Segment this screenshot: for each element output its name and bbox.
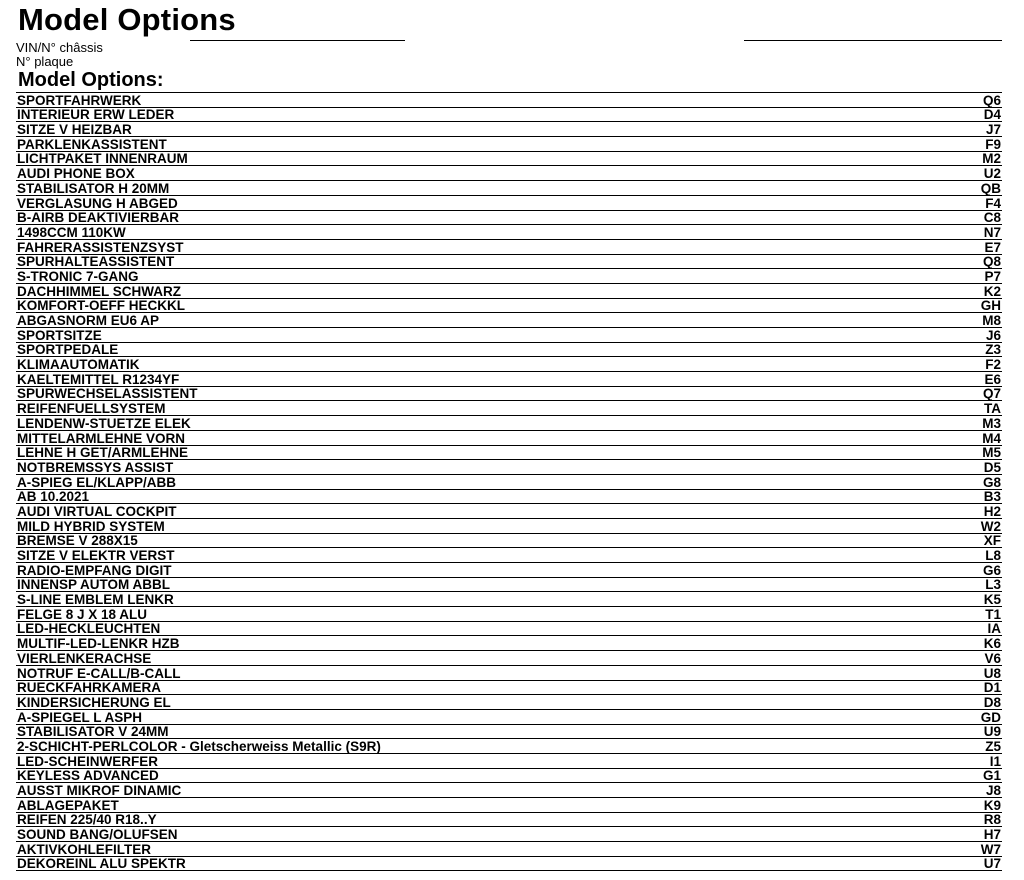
option-row [16,431,1002,446]
option-row [16,622,1002,637]
option-code: C8 [983,210,1001,226]
option-row [16,857,1002,872]
option-row [16,739,1002,754]
option-row [16,813,1002,828]
option-label: VIERLENKERACHSE [17,650,152,666]
option-row [16,255,1002,270]
option-label: SPURHALTEASSISTENT [17,254,175,270]
option-row [16,710,1002,725]
option-row [16,357,1002,372]
option-label: REIFENFUELLSYSTEM [17,401,166,417]
option-label: INNENSP AUTOM ABBL [17,577,171,593]
option-label: LED-HECKLEUCHTEN [17,621,161,637]
option-label: SOUND BANG/OLUFSEN [17,827,178,843]
option-row [16,592,1002,607]
option-code: F4 [985,195,1001,211]
option-row [16,284,1002,299]
option-label: VERGLASUNG H ABGED [17,195,178,211]
option-code: U9 [983,724,1001,740]
option-code: Z3 [985,342,1001,358]
option-code: J8 [985,783,1001,798]
option-label: S-TRONIC 7-GANG [17,268,139,284]
option-code: D4 [983,107,1001,123]
option-row [16,504,1002,519]
option-row [16,490,1002,505]
option-code: F2 [985,357,1001,373]
option-label: DEKOREINL ALU SPEKTR [17,856,186,872]
option-label: LEHNE H GET/ARMLEHNE [17,445,189,461]
option-code: M4 [982,430,1001,446]
option-code: I1 [989,753,1001,769]
option-label: DACHHIMMEL SCHWARZ [17,283,181,299]
option-label: KINDERSICHERUNG EL [17,694,171,710]
header-rule-right [744,40,1002,41]
option-row [16,460,1002,475]
option-label: A-SPIEGEL L ASPH [17,709,143,725]
option-row [16,725,1002,740]
option-label: SPURWECHSELASSISTENT [17,386,198,402]
option-label: 1498CCM 110KW [17,224,126,240]
option-label: NOTBREMSSYS ASSIST [17,459,174,475]
option-code: H7 [983,827,1001,843]
option-label: REIFEN 225/40 R18..Y [17,812,157,828]
option-row [16,181,1002,196]
option-code: W2 [980,518,1001,534]
option-row [16,122,1002,137]
option-code: G1 [982,768,1001,784]
option-code: Q7 [982,386,1001,402]
option-code: M3 [982,415,1001,431]
option-code: T1 [985,606,1001,622]
option-label: SPORTPEDALE [17,342,119,358]
option-code: N7 [983,224,1001,240]
option-row [16,842,1002,857]
option-code: D1 [983,680,1001,696]
option-label: SPORTFAHRWERK [17,92,142,108]
option-row [16,607,1002,622]
option-row [16,636,1002,651]
option-code: G8 [982,474,1001,490]
header-rule-left [190,40,405,41]
option-row [16,534,1002,549]
option-label: MULTIF-LED-LENKR HZB [17,636,180,652]
option-label: RADIO-EMPFANG DIGIT [17,562,172,578]
option-row [16,695,1002,710]
option-code: G6 [982,562,1001,578]
option-code: TA [984,401,1001,417]
option-code: GD [980,709,1001,725]
option-row [16,401,1002,416]
options-list [16,92,1002,871]
option-code: W7 [980,841,1001,857]
option-code: U7 [983,856,1001,872]
option-code: Z5 [985,738,1001,754]
option-row [16,754,1002,769]
option-label: KOMFORT-OEFF HECKKL [17,298,185,314]
option-code: U8 [983,665,1001,681]
option-code: QB [980,180,1001,196]
option-label: LICHTPAKET INNENRAUM [17,151,188,167]
option-label: STABILISATOR H 20MM [17,180,170,196]
option-row [16,269,1002,284]
option-row [16,475,1002,490]
option-label: AKTIVKOHLEFILTER [17,841,151,857]
option-label: ABGASNORM EU6 AP [17,313,160,328]
option-row [16,681,1002,696]
option-row [16,196,1002,211]
option-code: L3 [985,577,1001,593]
option-code: U2 [983,166,1001,182]
option-row [16,343,1002,358]
option-row [16,152,1002,167]
option-row [16,563,1002,578]
option-row [16,416,1002,431]
option-row [16,783,1002,798]
page-title: Model Options [18,2,236,37]
option-row [16,211,1002,226]
option-label: MILD HYBRID SYSTEM [17,518,165,534]
option-row [16,651,1002,666]
option-label: KAELTEMITTEL R1234YF [17,371,180,387]
option-row [16,93,1002,108]
option-label: SITZE V ELEKTR VERST [17,548,175,563]
option-code: M8 [982,313,1001,328]
option-label: S-LINE EMBLEM LENKR [17,592,174,608]
option-code: J6 [985,327,1001,343]
option-code: D8 [983,694,1001,710]
option-code: F9 [985,136,1001,152]
option-code: E7 [984,239,1001,255]
option-code: M2 [982,151,1001,167]
option-row [16,446,1002,461]
option-code: E6 [984,371,1001,387]
option-label: 2-SCHICHT-PERLCOLOR - Gletscherweiss Metallic (S9R) [17,738,381,754]
option-code: D5 [983,459,1001,475]
option-row [16,387,1002,402]
option-row [16,108,1002,123]
option-label: SPORTSITZE [17,327,102,343]
option-row [16,578,1002,593]
vin-label: VIN/N° châssis [16,40,103,55]
option-label: NOTRUF E-CALL/B-CALL [17,665,181,681]
option-label: A-SPIEG EL/KLAPP/ABB [17,474,177,490]
option-row [16,769,1002,784]
option-row [16,328,1002,343]
option-label: RUECKFAHRKAMERA [17,680,161,696]
option-code: K9 [983,797,1001,813]
option-code: K2 [983,283,1001,299]
option-row [16,519,1002,534]
option-label: LENDENW-STUETZE ELEK [17,415,191,431]
option-label: AB 10.2021 [17,489,90,505]
option-label: AUSST MIKROF DINAMIC [17,783,182,798]
option-label: FAHRERASSISTENZSYST [17,239,184,255]
option-row [16,827,1002,842]
option-code: V6 [984,650,1001,666]
option-code: R8 [983,812,1001,828]
option-code: L8 [985,548,1001,563]
option-code: Q6 [982,92,1001,108]
option-label: SITZE V HEIZBAR [17,122,132,138]
option-label: AUDI PHONE BOX [17,166,135,182]
option-row [16,313,1002,328]
plate-label: N° plaque [16,54,74,69]
option-code: K6 [983,636,1001,652]
option-label: MITTELARMLEHNE VORN [17,430,185,446]
option-code: IA [987,621,1001,637]
option-row [16,372,1002,387]
option-row [16,798,1002,813]
options-heading: Model Options: [18,69,164,91]
option-label: KLIMAAUTOMATIK [17,357,140,373]
option-code: Q8 [982,254,1001,270]
option-row [16,137,1002,152]
option-label: AUDI VIRTUAL COCKPIT [17,503,177,519]
option-row [16,548,1002,563]
option-label: FELGE 8 J X 18 ALU [17,606,148,622]
option-code: GH [980,298,1001,314]
option-row [16,225,1002,240]
option-code: B3 [983,489,1001,505]
option-code: J7 [985,122,1001,138]
option-row [16,666,1002,681]
option-row [16,240,1002,255]
option-row [16,299,1002,314]
option-label: KEYLESS ADVANCED [17,768,159,784]
option-code: P7 [984,268,1001,284]
option-code: K5 [983,592,1001,608]
option-label: ABLAGEPAKET [17,797,119,813]
option-label: INTERIEUR ERW LEDER [17,107,175,123]
option-row [16,166,1002,181]
option-code: M5 [982,445,1001,461]
option-label: BREMSE V 288X15 [17,533,138,549]
option-code: XF [983,533,1001,549]
option-label: STABILISATOR V 24MM [17,724,169,740]
option-label: PARKLENKASSISTENT [17,136,167,152]
option-label: B-AIRB DEAKTIVIERBAR [17,210,179,226]
option-label: LED-SCHEINWERFER [17,753,158,769]
option-code: H2 [983,503,1001,519]
